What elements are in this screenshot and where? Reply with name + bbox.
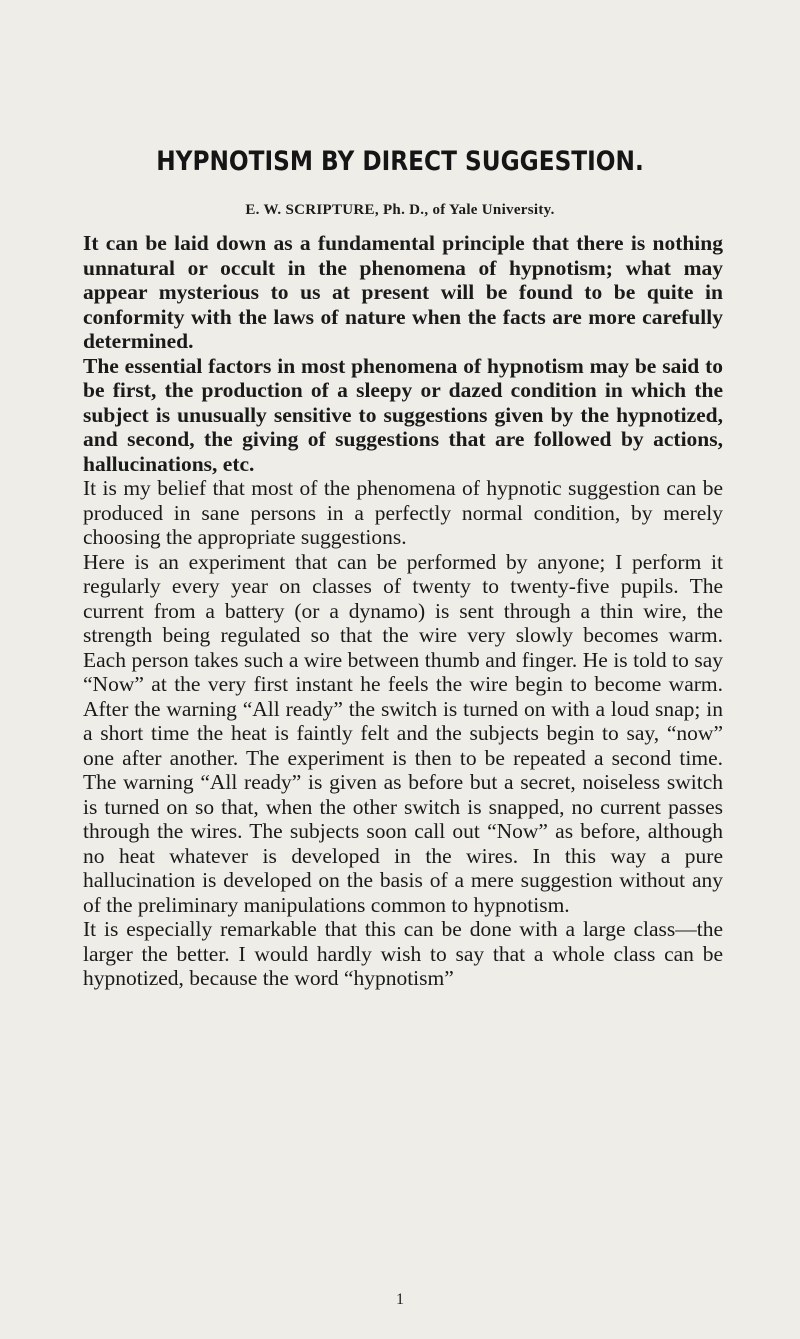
paragraph: It can be laid down as a fundamental principle that there is nothing unnatural or occult in the phenomena of hypnotism; what may appear mysterious to us at present will be found to be quite in conformity with the laws of nature when the facts are more carefully determined. — [83, 231, 723, 353]
paragraph: Here is an experiment that can be performed by anyone; I perform it regularly every year on classes of twenty to twenty-five pupils. The current from a battery (or a dynamo) is sent through a thin wire, the strength being regulated so that the wire very slowly becomes warm. Each person takes such a wire between thumb and finger. He is told to say “Now” at the very first instant he feels the wire begin to become warm. After the warning “All ready” the switch is turned on with a loud snap; in a short time the heat is faintly felt and the subjects begin to say, “now” one after another. The experiment is then to be repeated a second time. The warning “All ready” is given as before but a secret, noiseless switch is turned on so that, when the other switch is snapped, no current passes through the wires. The subjects soon call out “Now” as before, although no heat whatever is developed in the wires. In this way a pure hallucination is developed on the basis of a mere suggestion without any of the preliminary manipulations common to hypnotism. — [83, 549, 723, 917]
paragraph: It is especially remarkable that this can be done with a large class—the larger the better. I would hardly wish to say that a whole class can be hypnotized, because the word “hypnotism” — [83, 917, 723, 990]
paragraph: The essential factors in most phenomena of hypnotism may be said to be first, the production of a sleepy or dazed condition in which the subject is unusually sensitive to suggestions given by the hypnotized, and second, the giving of suggestions that are followed by actions, hallucinations, etc. — [83, 353, 723, 476]
paragraph: It is my belief that most of the phenomena of hypnotic suggestion can be produced in sane persons in a perfectly normal condition, by merely choosing the appropriate suggestions. — [83, 476, 723, 549]
article-body — [83, 231, 723, 991]
page-number: 1 — [396, 1291, 404, 1308]
article-title: HYPNOTISM BY DIRECT SUGGESTION. — [156, 146, 644, 177]
author-byline: E. W. SCRIPTURE, Ph. D., of Yale University. — [245, 202, 555, 218]
